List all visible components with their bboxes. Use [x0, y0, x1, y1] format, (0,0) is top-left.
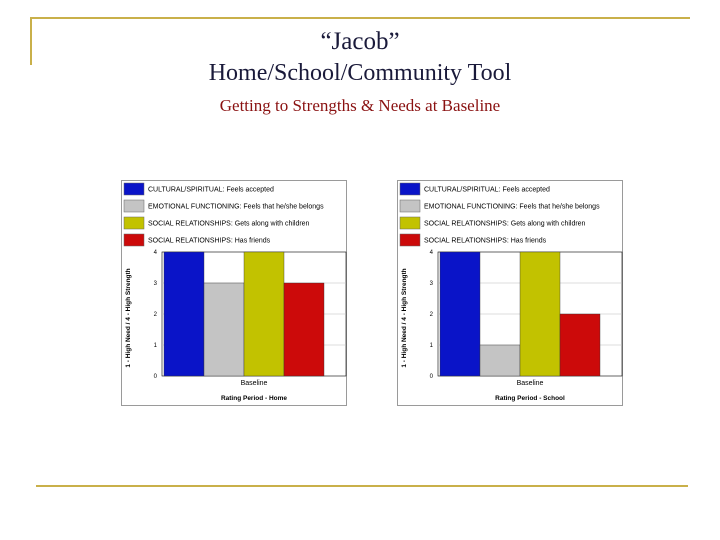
home-bar-2: [204, 283, 244, 376]
home-ytick-4: 4: [153, 250, 157, 256]
slide-frame-bottom: [36, 485, 688, 487]
home-legend-swatch-2: [124, 200, 144, 212]
school-ytick-3: 3: [429, 281, 433, 287]
home-legend-label-1: CULTURAL/SPIRITUAL: Feels accepted: [148, 186, 274, 194]
slide-title: “Jacob”: [320, 28, 400, 55]
school-x-axis-title: Rating Period - School: [495, 395, 565, 402]
school-legend-swatch-4: [400, 234, 420, 246]
home-bar-1: [164, 252, 204, 376]
school-legend-swatch-2: [400, 200, 420, 212]
school-ytick-4: 4: [429, 250, 433, 256]
school-bar-4: [560, 314, 600, 376]
school-legend-swatch-1: [400, 183, 420, 195]
home-bar-3: [244, 252, 284, 376]
school-ytick-1: 1: [429, 343, 433, 349]
school-category-label: Baseline: [516, 380, 544, 387]
home-legend-swatch-4: [124, 234, 144, 246]
chart-school: [397, 180, 623, 406]
school-legend-label-1: CULTURAL/SPIRITUAL: Feels accepted: [424, 186, 550, 194]
school-ytick-0: 0: [429, 374, 433, 380]
home-legend-label-4: SOCIAL RELATIONSHIPS: Has friends: [148, 237, 271, 245]
home-ytick-0: 0: [153, 374, 157, 380]
home-bar-4: [284, 283, 324, 376]
home-legend-swatch-1: [124, 183, 144, 195]
school-legend-label-4: SOCIAL RELATIONSHIPS: Has friends: [424, 237, 547, 245]
home-category-label: Baseline: [240, 380, 268, 387]
school-legend-label-2: EMOTIONAL FUNCTIONING: Feels that he/she belongs: [424, 203, 600, 211]
school-legend-label-3: SOCIAL RELATIONSHIPS: Gets along with children: [424, 220, 586, 228]
school-y-axis-title: 1 - High Need / 4 - High Strength: [401, 268, 408, 368]
slide-subtitle-2: Getting to Strengths & Needs at Baseline: [219, 96, 501, 115]
slide-subtitle: Home/School/Community Tool: [208, 60, 512, 86]
home-legend-label-2: EMOTIONAL FUNCTIONING: Feels that he/she belongs: [148, 203, 324, 211]
home-y-axis-title: 1 - High Need / 4 - High Strength: [125, 268, 132, 368]
home-ytick-1: 1: [153, 343, 157, 349]
slide-frame-top: [30, 17, 690, 19]
home-legend-swatch-3: [124, 217, 144, 229]
home-ytick-3: 3: [153, 281, 157, 287]
school-legend-swatch-3: [400, 217, 420, 229]
school-bar-1: [440, 252, 480, 376]
home-legend-label-3: SOCIAL RELATIONSHIPS: Gets along with children: [148, 220, 310, 228]
school-ytick-2: 2: [429, 312, 433, 318]
home-ytick-2: 2: [153, 312, 157, 318]
home-x-axis-title: Rating Period - Home: [220, 395, 288, 402]
school-bar-3: [520, 252, 560, 376]
chart-home: [121, 180, 347, 406]
school-bar-2: [480, 345, 520, 376]
